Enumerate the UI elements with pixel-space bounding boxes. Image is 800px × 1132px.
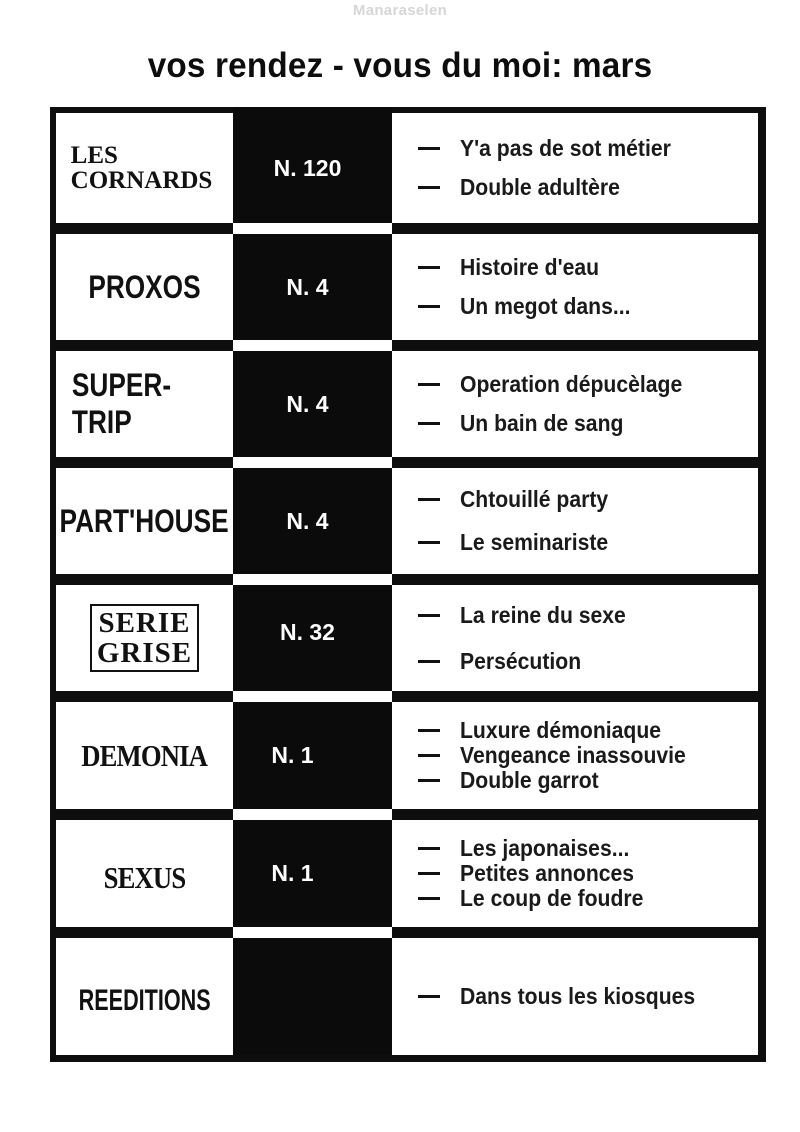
magazine-name: PROXOS [88,268,201,305]
story-title: Double adultère [460,174,620,200]
dash-icon [418,779,440,782]
story-title: Un megot dans... [460,293,631,319]
dash-icon [418,266,440,269]
story-list [392,820,758,927]
issue-number-cell [233,234,392,340]
story-item [392,861,758,886]
story-item [392,836,758,861]
row-separator [233,927,392,938]
row-separator [233,691,392,702]
dash-icon [418,614,440,617]
issue-number: N. 4 [286,390,329,417]
story-title: Petites annonces [460,860,635,887]
story-title: Double garrot [460,766,599,793]
magazine-name [90,604,199,673]
story-item [392,718,758,743]
dash-icon [418,754,440,757]
story-list [392,468,758,574]
story-list [392,234,758,340]
dash-icon [418,541,440,544]
story-title: La reine du sexe [460,602,626,628]
row-separator [233,340,392,351]
page-title: vos rendez - vous du moi: mars [147,46,653,85]
table-row [50,234,766,340]
dash-icon [418,660,440,663]
issue-number: N. 1 [271,742,314,768]
issue-number-cell [233,107,392,229]
issue-number-cell [233,351,392,457]
dash-icon [418,422,440,425]
story-item [392,287,758,326]
story-title: Le coup de foudre [460,884,644,911]
story-list [392,585,758,691]
magazine-name [71,143,213,193]
magazine-name-cell [56,820,233,927]
dash-icon [418,729,440,732]
magazine-name: SEXUS [103,859,186,895]
story-title: Vengeance inassouvie [460,742,686,769]
row-separator [233,574,392,585]
story-item [392,886,758,911]
issue-number: N. 32 [280,618,335,645]
row-separator [233,457,392,468]
story-item [392,743,758,768]
schedule-table [50,107,766,1062]
name-line: SERIE [98,606,191,639]
story-item [392,129,758,168]
issue-number: N. 4 [286,507,329,534]
name-line: CORNARDS [70,167,213,194]
story-title: Les japonaises... [460,835,630,862]
story-item [392,768,758,793]
issue-number-cell [233,938,392,1055]
magazine-name-cell [56,468,233,574]
story-item [392,365,758,404]
magazine-name-cell [56,585,233,691]
story-list [392,702,758,809]
story-list [392,351,758,457]
story-list [392,113,758,223]
magazine-name-cell [56,234,233,340]
table-row [50,585,766,691]
dash-icon [418,847,440,850]
story-item [392,404,758,443]
name-line: LES [70,142,118,169]
story-title: Luxure démoniaque [460,717,662,744]
magazine-name-cell [56,702,233,809]
story-item [392,977,758,1016]
table-row [50,468,766,574]
issue-number-cell [233,702,392,809]
dash-icon [418,872,440,875]
watermark: Manaraselen [352,2,448,19]
magazine-name-cell [56,351,233,457]
dash-icon [418,186,440,189]
issue-number-cell [233,820,392,927]
issue-number-cell [233,585,392,691]
row-separator [233,223,392,234]
name-line: GRISE [96,637,193,669]
magazine-name-cell [56,113,233,223]
dash-icon [418,147,440,150]
story-item [392,168,758,207]
dash-icon [418,897,440,900]
dash-icon [418,305,440,308]
story-item [392,592,758,638]
story-title: Persécution [460,648,582,674]
dash-icon [418,383,440,386]
story-title: Le seminariste [460,529,609,555]
story-item [392,248,758,287]
story-title: Operation dépucèlage [460,370,683,397]
issue-number: N. 4 [286,273,329,300]
table-row [50,938,766,1055]
story-title: Dans tous les kiosques [460,982,696,1009]
issue-number: N. 1 [271,860,314,886]
table-row [50,351,766,457]
story-list [392,938,758,1055]
issue-number: N. 120 [273,154,342,181]
table-row [50,113,766,223]
magazine-name: SUPER-TRIP [71,367,172,440]
story-title: Y'a pas de sot métier [460,134,671,161]
table-row [50,820,766,927]
table-row [50,702,766,809]
magazine-name: REEDITIONS [78,983,211,1017]
story-item [392,480,758,519]
story-item [392,638,758,684]
magazine-name-cell [56,938,233,1055]
story-title: Histoire d'eau [460,253,600,280]
magazine-name: PART'HOUSE [59,502,230,539]
story-title: Chtouillé party [460,485,609,512]
dash-icon [418,498,440,501]
story-title: Un bain de sang [460,410,624,436]
row-separator [233,809,392,820]
issue-number-cell [233,468,392,574]
story-item [392,523,758,562]
dash-icon [418,995,440,998]
magazine-name: DEMONIA [81,737,208,773]
